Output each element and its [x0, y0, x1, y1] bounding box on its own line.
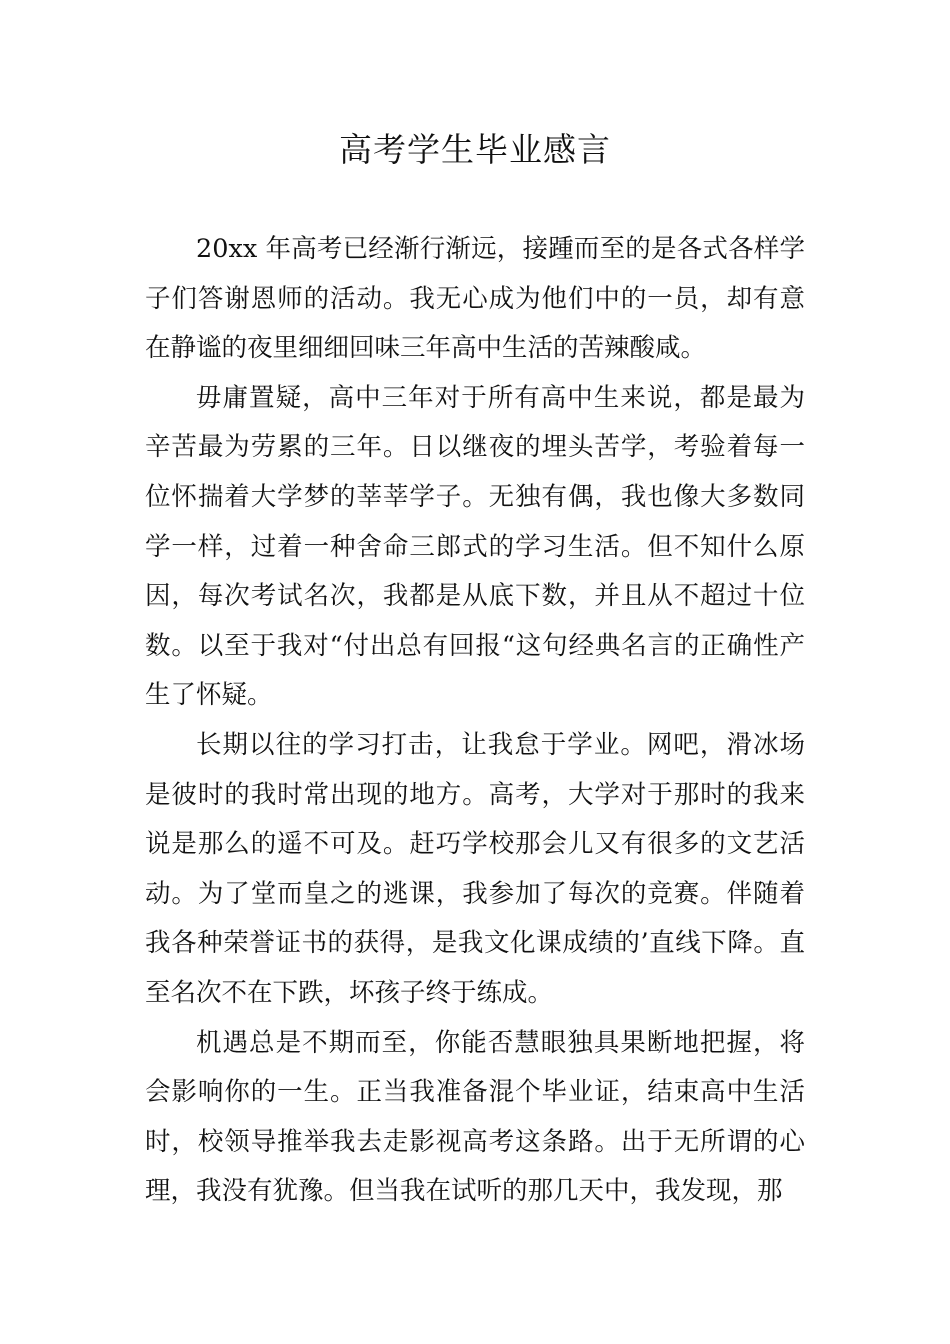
- paragraph-4: 机遇总是不期而至，你能否慧眼独具果断地把握，将会影响你的一生。正当我准备混个毕业证，结束高中生活时，校领导推举我去走影视高考这条路。出于无所谓的心理，我没有犹豫。但当我在试听的那几天中，我发现，那: [145, 1027, 805, 1207]
- paragraph-3: 长期以往的学习打击，让我怠于学业。网吧，滑冰场是彼时的我时常出现的地方。高考，大学对于那时的我来说是那么的遥不可及。赶巧学校那会儿又有很多的文艺活动。为了堂而皇之的逃课，我参加了每次的竞赛。伴随着我各种荣誉证书的获得，是我文化课成绩的’直线下降。直至名次不在下跌，坏孩子终于练成。: [145, 729, 805, 1008]
- document-title: 高考学生毕业感言: [339, 130, 611, 169]
- document-body: [145, 225, 805, 1217]
- paragraph-1: 20xx 年高考已经渐行渐远，接踵而至的是各式各样学子们答谢恩师的活动。我无心成为他们中的一员，却有意在静谧的夜里细细回味三年高中生活的苦辣酸咸。: [145, 234, 805, 364]
- paragraph-2: 毋庸置疑，高中三年对于所有高中生来说，都是最为辛苦最为劳累的三年。日以继夜的埋头苦学，考验着每一位怀揣着大学梦的莘莘学子。无独有偶，我也像大多数同学一样，过着一种舍命三郎式的学习生活。但不知什么原因，每次考试名次，我都是从底下数，并且从不超过十位数。以至于我对“付出总有回报“这句经典名言的正确性产生了怀疑。: [145, 382, 805, 711]
